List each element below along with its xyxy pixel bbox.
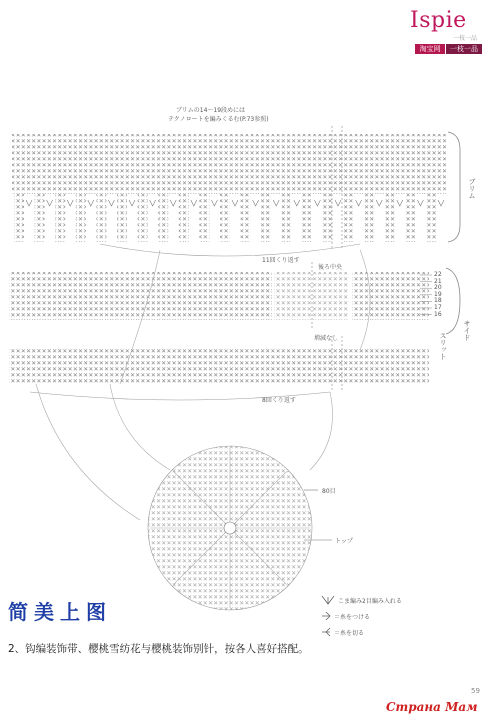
no-increase-label: 増減なし xyxy=(314,335,339,342)
row-number: 21 xyxy=(434,277,442,285)
brim-label: ブリム xyxy=(468,178,476,199)
brim-column xyxy=(14,194,24,242)
increase-mark xyxy=(26,200,32,206)
row-number: 20 xyxy=(434,284,442,292)
top-round-chart xyxy=(148,446,332,610)
brand-subtitle: 一枝一品 xyxy=(453,35,478,42)
increase-mark xyxy=(294,200,300,206)
brim-tapered-columns xyxy=(14,194,444,242)
increase-mark xyxy=(211,200,217,206)
brim-column xyxy=(220,194,230,242)
banner-title: 简美上图 xyxy=(8,600,112,624)
row-number: 16 xyxy=(434,310,442,318)
shop-tag-left: 淘宝网 xyxy=(415,44,445,54)
increase-mark xyxy=(438,200,444,206)
brim-column xyxy=(138,194,148,242)
brim-column xyxy=(117,194,127,242)
back-center-label: 後ろ中央 xyxy=(318,264,343,271)
increase-mark xyxy=(314,200,320,206)
brim-column xyxy=(405,194,415,242)
increase-mark xyxy=(253,200,259,206)
page-number: 59 xyxy=(471,687,480,695)
increase-mark xyxy=(417,200,423,206)
brim-column xyxy=(179,194,189,242)
brim-column xyxy=(96,194,106,242)
row-number: 22 xyxy=(434,271,442,278)
increase-mark xyxy=(129,200,135,206)
caption: 2、钩编装饰带、樱桃雪纺花与樱桃装饰别针，按各人喜好搭配。 xyxy=(8,643,309,655)
increase-mark xyxy=(47,200,53,206)
brim-column xyxy=(426,194,436,242)
legend-increase: こま編み2目編み入れる xyxy=(338,598,402,605)
top-note-line1: ブリムの14～19段めには xyxy=(176,107,246,114)
increase-mark xyxy=(397,200,403,206)
brim-column xyxy=(158,194,168,242)
increase-mark xyxy=(356,200,362,206)
increase-mark xyxy=(150,200,156,206)
brim-column xyxy=(385,194,395,242)
increase-mark xyxy=(335,200,341,206)
legend-symbols xyxy=(322,596,334,636)
brim-column xyxy=(55,194,65,242)
brim-column xyxy=(323,194,333,242)
top-note-line2: テクノロートを編みくるむ(P.73参照) xyxy=(168,116,269,123)
watermark: Страна Мам xyxy=(386,700,478,714)
brim-column xyxy=(282,194,292,242)
repeat-8-label: 8回くり返す xyxy=(262,397,296,404)
slit-label: スリット xyxy=(439,332,447,360)
brim-column xyxy=(344,194,354,242)
round-80-label: 80目 xyxy=(322,488,336,495)
legend-cut-yarn: ＝糸を切る xyxy=(334,630,365,637)
brim-column xyxy=(241,194,251,242)
brim-column xyxy=(364,194,374,242)
increase-mark xyxy=(170,200,176,206)
brim-column xyxy=(76,194,86,242)
brim-column xyxy=(261,194,271,242)
slit-chart xyxy=(9,336,429,400)
increase-mark xyxy=(232,200,238,206)
side-chart xyxy=(9,262,460,334)
brim-column xyxy=(302,194,312,242)
legend-join-yarn: ＝糸をつける xyxy=(334,614,371,621)
row-number: 17 xyxy=(434,304,442,311)
top-label: トップ xyxy=(335,538,353,545)
brand-logo: Ispie xyxy=(410,8,467,33)
shop-tag-right: 一枝一品 xyxy=(446,44,482,54)
brim-column xyxy=(199,194,209,242)
increase-mark xyxy=(376,200,382,206)
brim-chart xyxy=(12,126,460,256)
row-number: 18 xyxy=(434,297,442,305)
brim-column xyxy=(35,194,45,242)
increase-mark xyxy=(88,200,94,206)
increase-mark xyxy=(191,200,197,206)
row-number: 19 xyxy=(434,290,442,298)
increase-mark xyxy=(67,200,73,206)
increase-mark xyxy=(273,200,279,206)
increase-mark xyxy=(108,200,114,206)
repeat-11-label: 11回くり返す xyxy=(262,257,300,264)
side-label: サイド xyxy=(463,320,471,341)
